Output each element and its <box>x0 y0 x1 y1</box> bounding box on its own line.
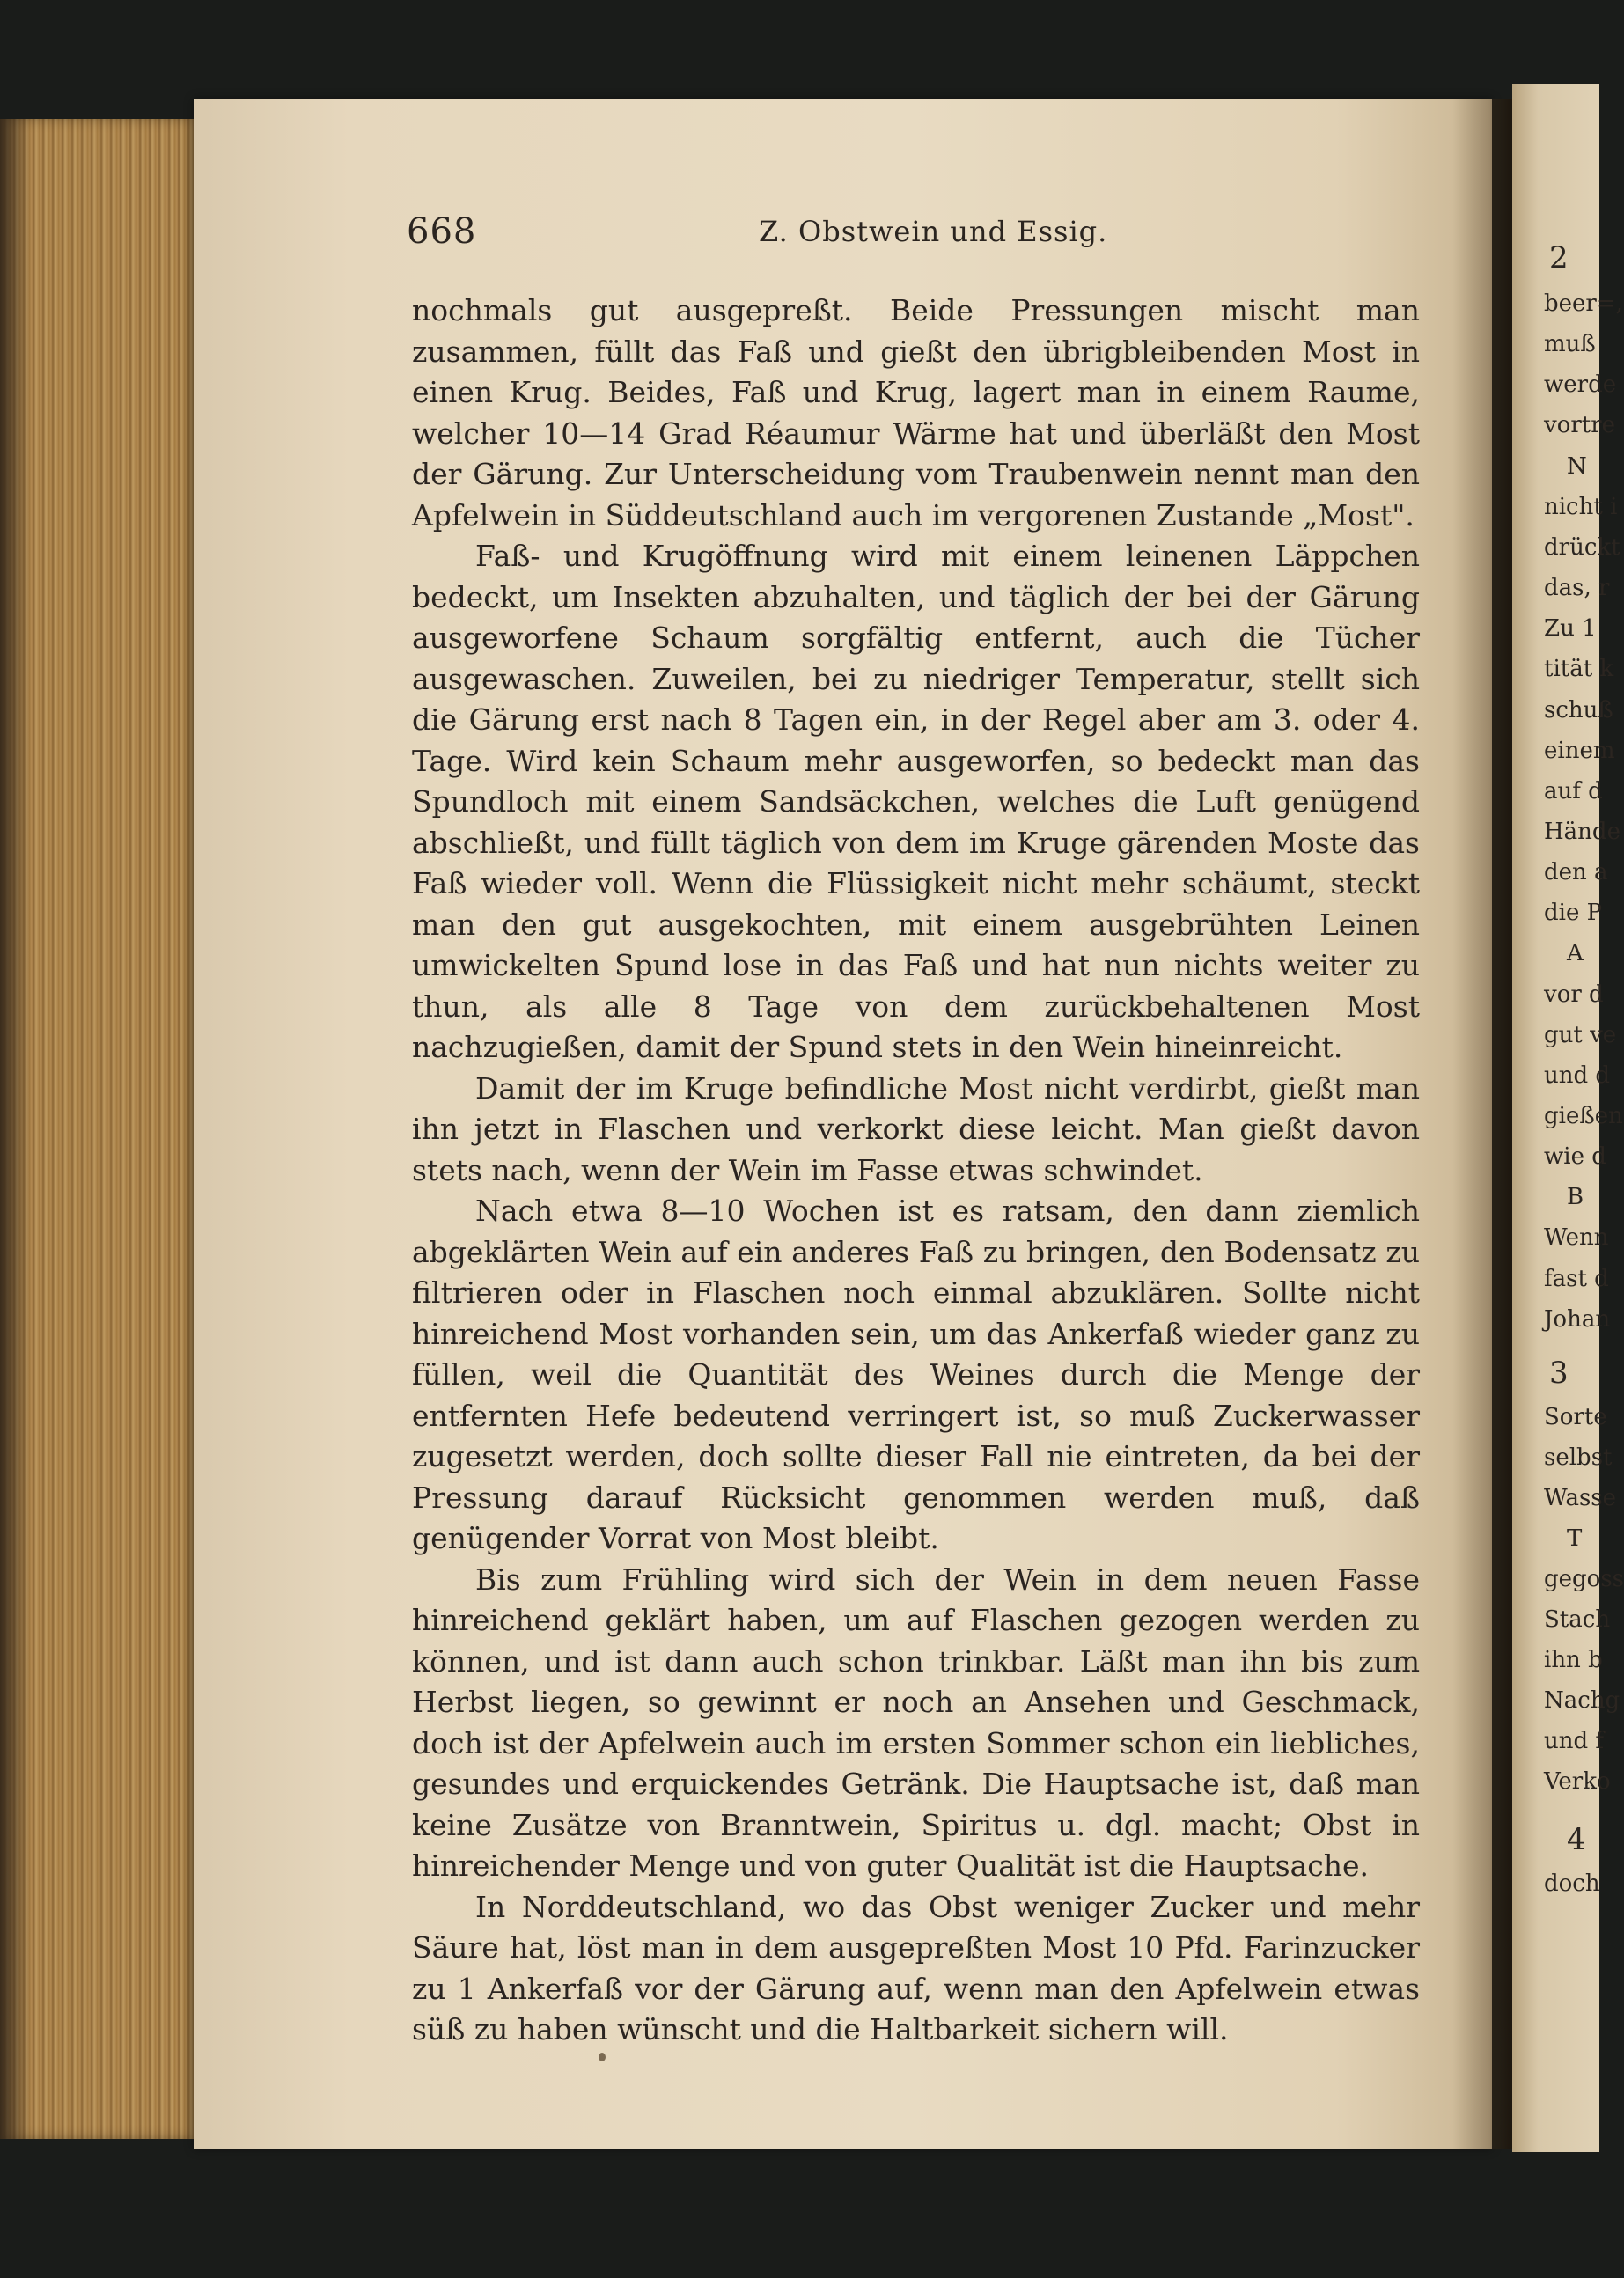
facing-fragment: 3 <box>1549 1356 1569 1391</box>
facing-fragment: Wenn <box>1544 1224 1609 1251</box>
facing-fragment: Hände <box>1544 819 1620 845</box>
paragraph: In Norddeutschland, wo das Obst weniger Zucker und mehr Säure hat, löst man in dem ausgepreßten Most 10 Pfd. Farinzucker zu 1 Ankerfaß vor der Gärung auf, wenn man den Apfelwein etwas süß zu haben wünscht und die Haltbarkeit sichern will. <box>412 1889 1420 2047</box>
facing-fragment: gut ve <box>1544 1022 1617 1048</box>
facing-fragment: fast d <box>1544 1266 1609 1292</box>
body-text <box>412 290 1420 2051</box>
facing-fragment: vor d <box>1544 981 1604 1008</box>
paragraph: Bis zum Frühling wird sich der Wein in dem neuen Fasse hinreichend geklärt haben, um auf Flaschen gezogen werden zu können, und ist dann auch schon trinkbar. Läßt man ihn bis zum Herbst liegen, so gewinnt er noch an Ansehen und Geschmack, doch ist der Apfelwein auch im ersten Sommer schon ein liebliches, gesundes und erquickendes Getränk. Die Hauptsache ist, daß man keine Zusätze von Branntwein, Spiritus u. dgl. macht; Obst in hinreichender Menge und von guter Qualität ist die Hauptsache. <box>412 1562 1420 1883</box>
facing-page-edge <box>1512 84 1624 2152</box>
facing-fragment: 4 <box>1567 1822 1586 1857</box>
facing-fragment: vortre <box>1544 412 1616 438</box>
facing-page-text <box>1512 84 1624 2152</box>
facing-fragment: den a <box>1544 859 1608 885</box>
paragraph: Damit der im Kruge befindliche Most nicht verdirbt, gießt man ihn jetzt in Flaschen und verkorkt diese leicht. Man gießt davon stets nach, wenn der Wein im Fasse etwas schwindet. <box>412 1070 1420 1187</box>
facing-fragment: doch <box>1544 1870 1600 1897</box>
page-number: 668 <box>407 211 477 252</box>
facing-fragment: wie d <box>1544 1143 1606 1170</box>
facing-fragment: selbst <box>1544 1444 1613 1471</box>
facing-fragment: tität k <box>1544 656 1614 682</box>
facing-fragment: Zu 1 <box>1544 615 1597 642</box>
paragraph: nochmals gut ausgepreßt. Beide Pressungen mischt man zusammen, füllt das Faß und gießt den übrigbleibenden Most in einen Krug. Beides, Faß und Krug, lagert man in einem Raume, welcher 10—14 Grad Réaumur Wärme hat und überläßt den Most der Gärung. Zur Unterscheidung vom Traubenwein nennt man den Apfelwein in Süddeutschland auch im vergorenen Zustande „Most". <box>412 293 1420 533</box>
facing-fragment: Sorte <box>1544 1404 1607 1430</box>
facing-fragment: auf d <box>1544 778 1603 805</box>
running-head: Z. Obstwein und Essig. <box>759 215 1108 248</box>
facing-fragment: werde <box>1544 371 1617 398</box>
facing-fragment: 2 <box>1549 240 1569 276</box>
facing-fragment: Verko <box>1544 1768 1611 1795</box>
facing-fragment: muß <box>1544 331 1596 357</box>
facing-fragment: Wasse <box>1544 1485 1617 1511</box>
facing-fragment: A <box>1567 940 1584 966</box>
facing-fragment: T <box>1567 1525 1583 1552</box>
paragraph: Nach etwa 8—10 Wochen ist es ratsam, den dann ziemlich abgeklärten Wein auf ein anderes Faß zu bringen, den Bodensatz zu filtrieren oder in Flaschen noch einmal abzuklären. Sollte nicht hinreichend Most vorhanden sein, um das Ankerfaß wieder ganz zu füllen, weil die Quantität des Weines durch die Menge der entfernten Hefe bedeutend verringert ist, so muß Zuckerwasser zugesetzt werden, doch sollte dieser Fall nie eintreten, da bei der Pressung darauf Rücksicht genommen werden muß, daß genügender Vorrat von Most bleibt. <box>412 1194 1420 1555</box>
paper-speck <box>599 2053 606 2061</box>
facing-fragment: Stach <box>1544 1606 1611 1633</box>
paragraph: Faß- und Krugöffnung wird mit einem leinenen Läppchen bedeckt, um Insekten abzuhalten, und täglich der bei der Gärung ausgeworfene Schaum sorgfältig entfernt, auch die Tücher ausgewaschen. Zuweilen, bei zu niedriger Temperatur, stellt sich die Gärung erst nach 8 Tagen ein, in der Regel aber am 3. oder 4. Tage. Wird kein Schaum mehr ausgeworfen, so bedeckt man das Spundloch mit einem Sandsäckchen, welches die Luft genügend abschließt, und füllt täglich von dem im Kruge gärenden Moste das Faß wieder voll. Wenn die Flüssigkeit nicht mehr schäumt, steckt man den gut ausgekochten, mit einem ausgebrühten Leinen umwickelten Spund lose in das Faß und hat nun nichts weiter zu thun, als alle 8 Tage von dem zurückbehaltenen Most nachzugießen, damit der Spund stets in den Wein hineinreicht. <box>412 539 1420 1064</box>
facing-fragment: nicht i <box>1544 494 1618 520</box>
facing-fragment: drückt <box>1544 534 1620 561</box>
facing-fragment: N <box>1567 453 1587 480</box>
facing-fragment: beer=, <box>1544 290 1623 317</box>
page-block-shadow <box>0 119 31 2139</box>
page-header <box>407 211 1419 264</box>
facing-fragment: und f <box>1544 1728 1605 1754</box>
facing-fragment: ihn b <box>1544 1647 1603 1673</box>
facing-fragment: Johan <box>1544 1306 1611 1333</box>
facing-fragment: die P <box>1544 900 1603 926</box>
facing-fragment: gegoss <box>1544 1566 1624 1592</box>
facing-fragment: einem <box>1544 738 1615 764</box>
facing-fragment: und d <box>1544 1062 1611 1089</box>
facing-fragment: gießen <box>1544 1103 1623 1129</box>
facing-fragment: B <box>1567 1184 1584 1210</box>
facing-fragment: schuß <box>1544 697 1613 724</box>
facing-fragment: das, r <box>1544 575 1610 601</box>
facing-fragment: Nachg <box>1544 1687 1620 1714</box>
